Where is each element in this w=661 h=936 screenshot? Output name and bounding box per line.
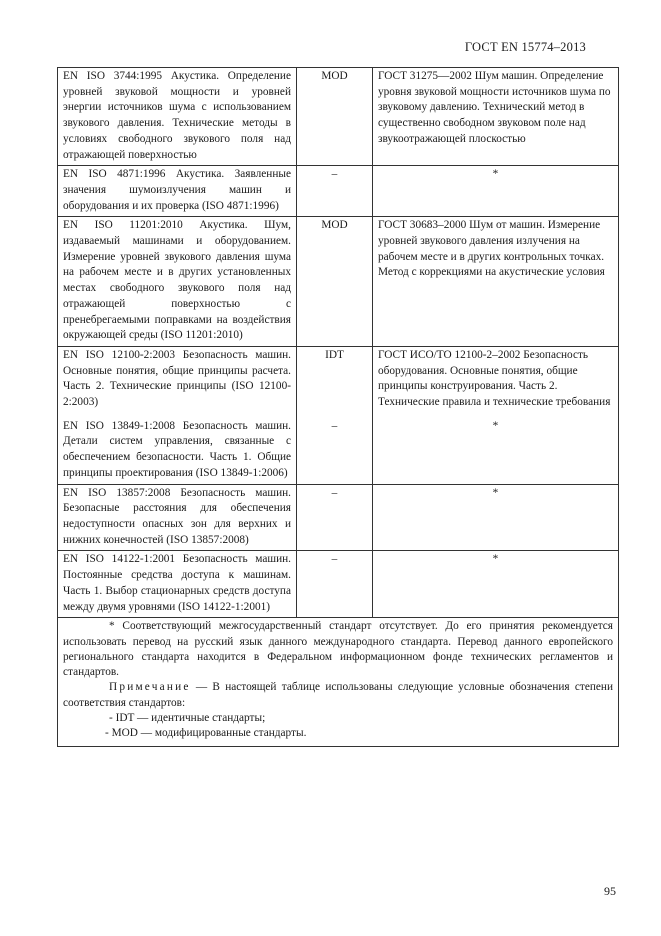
- legend-mod: - MOD –– модифицированные стандарты.: [105, 727, 307, 740]
- page-number: 95: [604, 884, 616, 898]
- national-standard-cell: ГОСТ 31275—2002 Шум машин. Определение уровня звуковой мощности источников шума по звуковому давлению. Технический метод в существенно свободном звуковом поле над звукоотражающей плоскостью: [373, 68, 619, 166]
- note-paragraph: [63, 680, 613, 711]
- legend-idt: - IDT — идентичные стандарты;: [109, 711, 266, 724]
- table-row: [58, 413, 619, 484]
- conformity-degree-cell: –: [297, 551, 373, 618]
- reference-standard-cell: EN ISO 13849-1:2008 Безопасность машин. Детали систем управления, связанные с обеспечением безопасности. Часть 1. Общие принципы проектирования (ISO 13849-1:2006): [58, 413, 297, 484]
- table-row: [58, 217, 619, 347]
- national-standard-cell: ГОСТ 30683–2000 Шум от машин. Измерение уровней звукового давления излучения на рабочем месте и в других контрольных точках. Метод с коррекциями на акустические условия: [373, 217, 619, 347]
- table-footnote-row: [58, 618, 619, 746]
- standards-correspondence-table: [57, 67, 619, 747]
- document-standard-header: ГОСТ EN 15774–2013: [464, 40, 586, 54]
- national-standard-cell: ГОСТ ИСО/ТО 12100-2–2002 Безопасность оборудования. Основные понятия, общие принципы конструирования. Часть 2. Технические правила и технические требования: [373, 346, 619, 412]
- reference-standard-cell: EN ISO 3744:1995 Акустика. Определение уровней звуковой мощности и уровней энергии источников шума с использованием звукового давления. Технические методы в условиях свободного звукового поля над отражающей поверхностью: [58, 68, 297, 166]
- reference-standard-cell: EN ISO 4871:1996 Акустика. Заявленные значения шумоизлучения машин и оборудования и их проверка (ISO 4871:1996): [58, 166, 297, 217]
- national-standard-cell: *: [373, 551, 619, 618]
- conformity-degree-cell: –: [297, 484, 373, 551]
- note-text: — В настоящей таблице использованы следующие условные обозначения степени соответствия стандартов:: [63, 681, 613, 709]
- conformity-degree-cell: MOD: [297, 217, 373, 347]
- footnote-cell: [58, 618, 619, 746]
- conformity-degree-cell: IDT: [297, 346, 373, 412]
- reference-standard-cell: EN ISO 13857:2008 Безопасность машин. Безопасные расстояния для обеспечения недоступности опасных зон для верхних и нижних конечностей (ISO 13857:2008): [58, 484, 297, 551]
- reference-standard-cell: EN ISO 11201:2010 Акустика. Шум, издаваемый машинами и оборудованием. Измерение уровней звукового давления шума на рабочем месте и в других установленных местах свободного звукового поля над отражающей поверхностью с пренебрегаемыми поправками на воздействия окружающей среды (ISO 11201:2010): [58, 217, 297, 347]
- conformity-degree-cell: –: [297, 166, 373, 217]
- note-label: Примечание: [109, 681, 191, 694]
- table-row: [58, 484, 619, 551]
- table-row: [58, 68, 619, 166]
- national-standard-cell: *: [373, 484, 619, 551]
- table-row: [58, 166, 619, 217]
- conformity-degree-cell: MOD: [297, 68, 373, 166]
- reference-standard-cell: EN ISO 12100-2:2003 Безопасность машин. Основные понятия, общие принципы расчета. Часть 2. Технические принципы (ISO 12100-2:2003): [58, 346, 297, 412]
- reference-standard-cell: EN ISO 14122-1:2001 Безопасность машин. Постоянные средства доступа к машинам. Часть 1. Выбор стационарных средств доступа между двумя уровнями (ISO 14122-1:2001): [58, 551, 297, 618]
- conformity-degree-cell: –: [297, 413, 373, 484]
- national-standard-cell: *: [373, 166, 619, 217]
- table-row: [58, 551, 619, 618]
- footnote-text: * Соответствующий межгосударственный стандарт отсутствует. До его принятия рекомендуется использовать перевод на русский язык данного международного стандарта. Перевод данного европейского регионального стандарта находится в Федеральном информационном фонде технических регламентов и стандартов.: [63, 620, 613, 679]
- national-standard-cell: *: [373, 413, 619, 484]
- table-row: [58, 346, 619, 412]
